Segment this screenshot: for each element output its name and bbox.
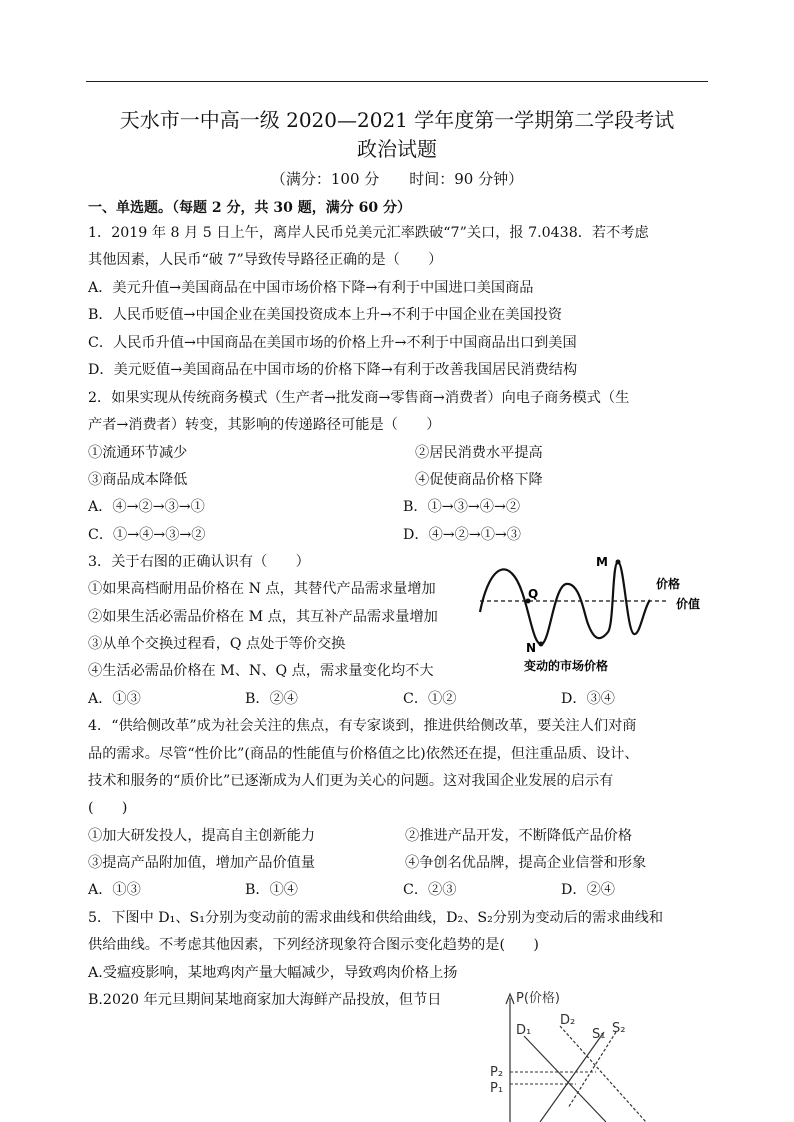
q4-stem-line3: 技术和服务的“质价比”已逐渐成为人们更为关心的问题。这对我国企业发展的启示有: [88, 773, 614, 789]
q4-option-a: A．①③: [88, 882, 141, 898]
q4-item-2: ②推进产品开发，不断降低产品价格: [405, 828, 633, 844]
q3-option-c: C．①②: [403, 691, 457, 707]
q1-option-a: A．美元升值→美国商品在中国市场价格下降→有利于中国进口美国商品: [88, 280, 534, 296]
q5-stem-line2: 供给曲线。不考虑其他因素，下列经济现象符合图示变化趋势的是( ): [88, 937, 539, 953]
q2-option-d: D．④→②→①→③: [403, 527, 521, 543]
label-p2: P₂: [490, 1065, 504, 1080]
exam-info: （满分：100 分 时间：90 分钟）: [270, 170, 524, 188]
q4-item-1: ①加大研发投人，提高自主创新能力: [88, 828, 316, 844]
price-curve: [480, 562, 650, 644]
label-price: 价格: [656, 577, 681, 591]
label-q: Q: [528, 587, 539, 601]
top-rule: [86, 81, 708, 82]
point-m: [616, 560, 621, 565]
q4-item-4: ④争创名优品牌，提高企业信誉和形象: [405, 855, 647, 871]
q4-option-c: C．②③: [403, 882, 457, 898]
curve-s1: [540, 1032, 604, 1122]
q1-option-c: C．人民币升值→中国商品在美国市场的价格上升→不利于中国商品出口到美国: [88, 335, 577, 351]
q2-stem-line1: 2．如果实现从传统商务模式（生产者→批发商→零售商→消费者）向电子商务模式（生: [88, 390, 630, 406]
q2-stem-line2: 产者→消费者）转变，其影响的传递路径可能是（ ）: [88, 417, 441, 433]
exam-title: 天水市一中高一级 2020—2021 学年度第一学期第二学段考试: [119, 108, 675, 132]
q1-option-d: D．美元贬值→美国商品在中国市场的价格下降→有利于改善我国居民消费结构: [88, 362, 578, 378]
curve-d1: [524, 1036, 606, 1122]
curve-s2: [568, 1032, 616, 1108]
q2-item-2: ②居民消费水平提高: [415, 445, 543, 461]
label-d1: D₁: [516, 1023, 532, 1038]
label-p1: P₁: [490, 1081, 504, 1096]
point-n: [539, 642, 544, 647]
figure-caption: 变动的市场价格: [524, 659, 609, 673]
q5-option-a: A.受瘟疫影响，某地鸡肉产量大幅减少，导致鸡肉价格上扬: [88, 965, 458, 981]
q3-item-1: ①如果高档耐用品价格在 N 点，其替代产品需求量增加: [88, 581, 436, 597]
q1-stem-line1: 1．2019 年 8 月 5 日上午，离岸人民币兑美元汇率跌破“7”关口，报 7.0438．若不考虑: [88, 225, 649, 241]
q1-option-b: B．人民币贬值→中国企业在美国投资成本上升→不利于中国企业在美国投资: [88, 307, 563, 323]
q2-option-b: B．①→③→④→②: [403, 499, 521, 515]
section-heading: 一、单选题。（每题 2 分，共 30 题，满分 60 分）: [88, 200, 411, 216]
supply-demand-figure: [486, 988, 666, 1122]
subject-title: 政治试题: [357, 137, 437, 161]
q4-item-3: ③提高产品附加值，增加产品价值量: [88, 855, 316, 871]
q2-option-c: C．①→④→③→②: [88, 527, 206, 543]
q1-stem-line2: 其他因素，人民币“破 7”导致传导路径正确的是（ ）: [88, 252, 443, 268]
q2-option-a: A．④→②→③→①: [88, 499, 205, 515]
q2-item-3: ③商品成本降低: [88, 472, 188, 488]
label-d2: D₂: [560, 1013, 576, 1028]
q5-option-b-partial: B.2020 年元旦期间某地商家加大海鲜产品投放，但节日: [88, 992, 442, 1008]
q4-stem-line2: 品的需求。尽管“性价比”(商品的性能值与价格值之比)依然还在提，但注重品质、设计、: [88, 746, 639, 762]
label-s2: S₂: [612, 1021, 626, 1036]
q5-stem-line1: 5．下图中 D₁、S₁分别为变动前的需求曲线和供给曲线，D₂、S₂分别为变动后的需求曲线和: [88, 910, 664, 926]
q4-option-b: B．①④: [245, 882, 298, 898]
q3-item-3: ③从单个交换过程看，Q 点处于等价交换: [88, 636, 346, 652]
q2-item-1: ①流通环节减少: [88, 445, 188, 461]
q3-item-4: ④生活必需品价格在 M、N、Q 点，需求量变化均不大: [88, 663, 434, 679]
q3-item-2: ②如果生活必需品价格在 M 点，其互补产品需求量增加: [88, 609, 438, 625]
label-m: M: [596, 555, 608, 569]
q4-stem-line4: ( ): [88, 800, 128, 816]
q4-stem-line1: 4．“供给侧改革”成为社会关注的焦点，有专家谈到，推进供给侧改革，要关注人们对商: [88, 718, 637, 734]
axis-label-price: P(价格): [516, 991, 560, 1006]
q3-option-d: D．③④: [561, 691, 615, 707]
label-s1: S₁: [592, 1027, 606, 1042]
q2-item-4: ④促使商品价格下降: [415, 472, 543, 488]
q4-option-d: D．②④: [561, 882, 615, 898]
label-n: N: [526, 641, 537, 655]
q3-stem: 3．关于右图的正确认识有（ ）: [88, 554, 310, 570]
label-value: 价值: [676, 597, 701, 611]
q3-option-a: A．①③: [88, 691, 141, 707]
q3-option-b: B．②④: [245, 691, 298, 707]
price-value-figure: [472, 552, 702, 677]
